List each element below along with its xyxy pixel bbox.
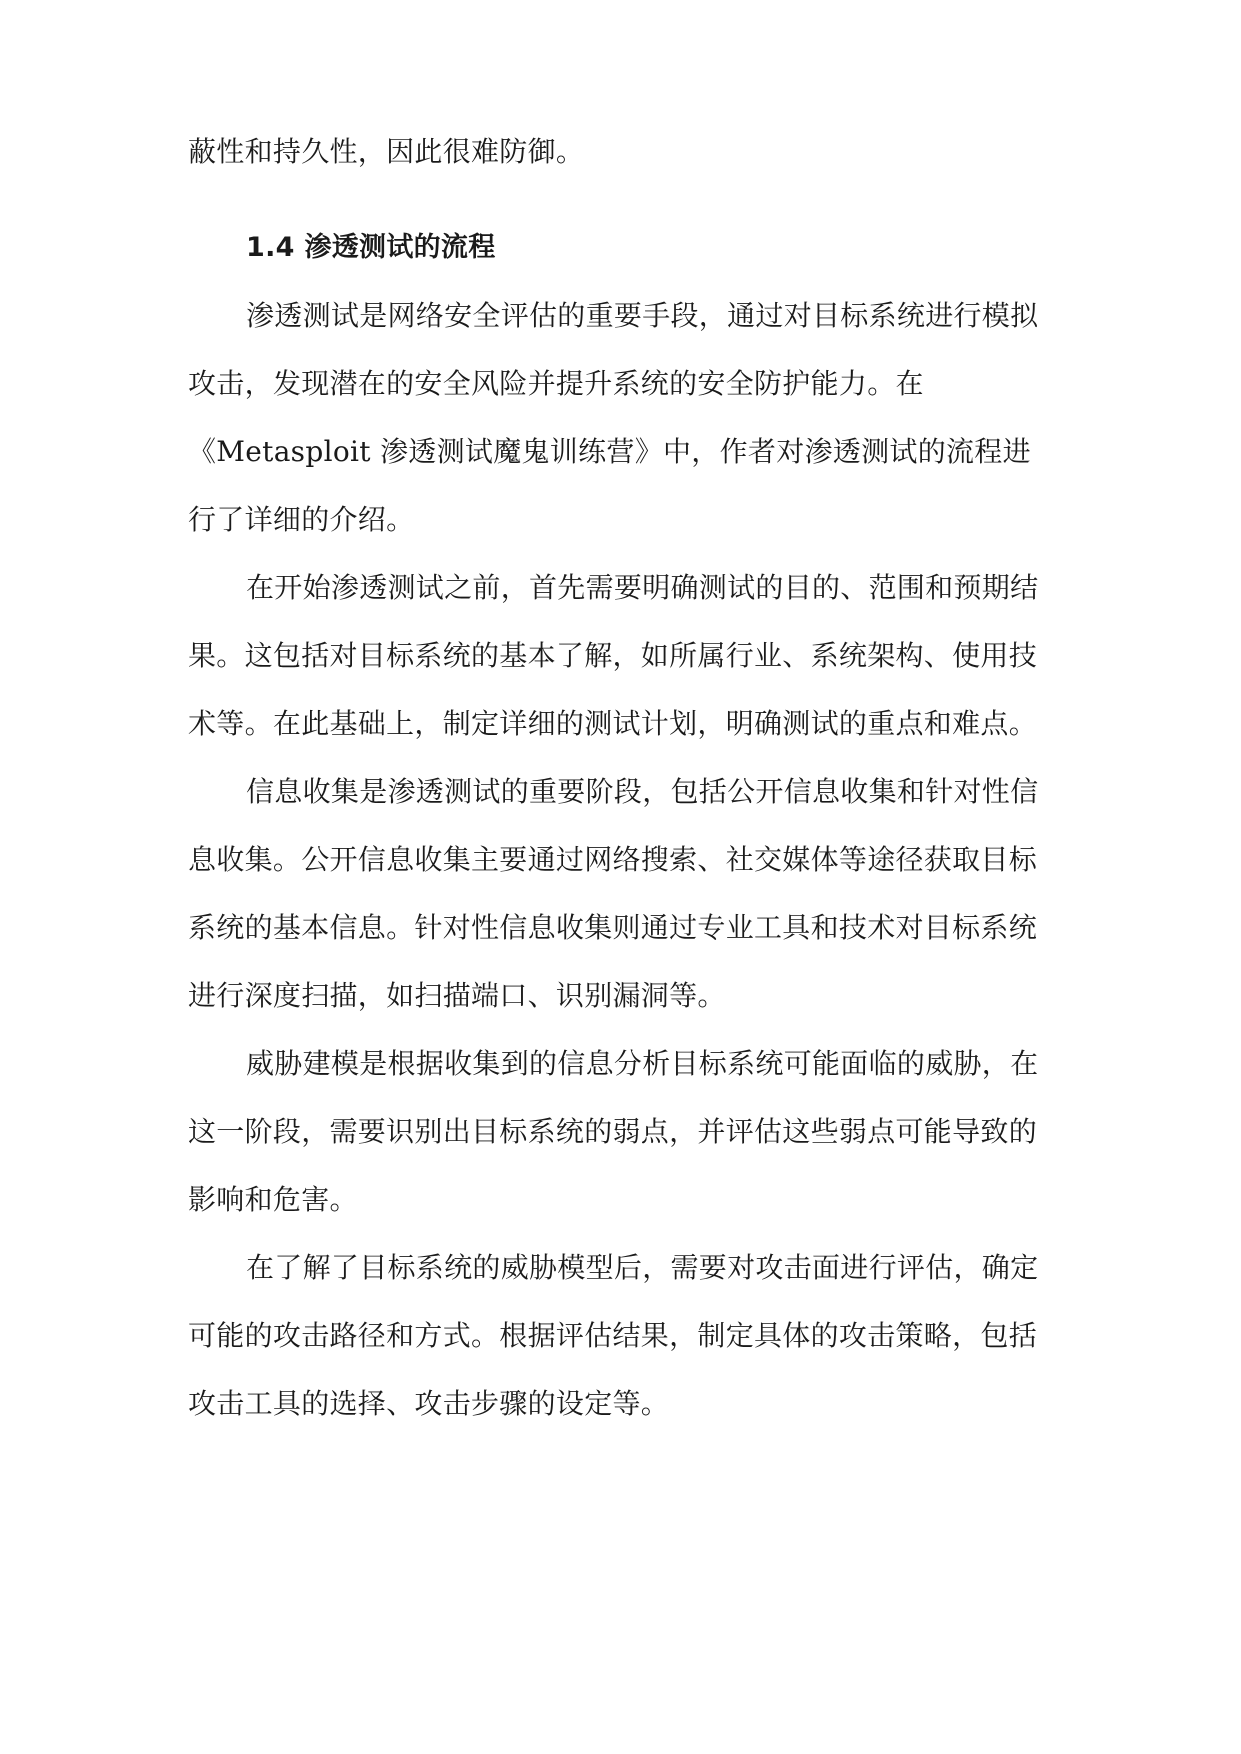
- paragraph-line: 在了解了目标系统的威胁模型后，需要对攻击面进行评估，确定: [246, 1251, 1039, 1284]
- paragraph-line: 《Metasploit 渗透测试魔鬼训练营》中，作者对渗透测试的流程进: [188, 435, 1031, 468]
- paragraph-line: 术等。在此基础上，制定详细的测试计划，明确测试的重点和难点。: [188, 707, 1038, 740]
- paragraph-line: 攻击工具的选择、攻击步骤的设定等。: [188, 1387, 670, 1420]
- paragraph-line: 信息收集是渗透测试的重要阶段，包括公开信息收集和针对性信: [246, 775, 1039, 808]
- section-heading: 1.4 渗透测试的流程: [246, 232, 496, 263]
- paragraph-line: 攻击，发现潜在的安全风险并提升系统的安全防护能力。在: [188, 367, 924, 400]
- paragraph-line: 进行深度扫描，如扫描端口、识别漏洞等。: [188, 979, 726, 1012]
- paragraph-line: 在开始渗透测试之前，首先需要明确测试的目的、范围和预期结: [246, 571, 1039, 604]
- paragraph-line: 行了详细的介绍。: [188, 503, 415, 536]
- paragraph-line: 息收集。公开信息收集主要通过网络搜索、社交媒体等途径获取目标: [188, 843, 1038, 876]
- paragraph-line: 渗透测试是网络安全评估的重要手段，通过对目标系统进行模拟: [246, 299, 1039, 332]
- paragraph-line: 威胁建模是根据收集到的信息分析目标系统可能面临的威胁，在: [246, 1047, 1039, 1080]
- paragraph-line: 这一阶段，需要识别出目标系统的弱点，并评估这些弱点可能导致的: [188, 1115, 1038, 1148]
- paragraph-line: 影响和危害。: [188, 1183, 358, 1216]
- paragraph-line: 果。这包括对目标系统的基本了解，如所属行业、系统架构、使用技: [188, 639, 1038, 672]
- continuation-line: 蔽性和持久性，因此很难防御。: [188, 135, 585, 168]
- paragraph-line: 系统的基本信息。针对性信息收集则通过专业工具和技术对目标系统: [188, 911, 1038, 944]
- paragraph-line: 可能的攻击路径和方式。根据评估结果，制定具体的攻击策略，包括: [188, 1319, 1038, 1352]
